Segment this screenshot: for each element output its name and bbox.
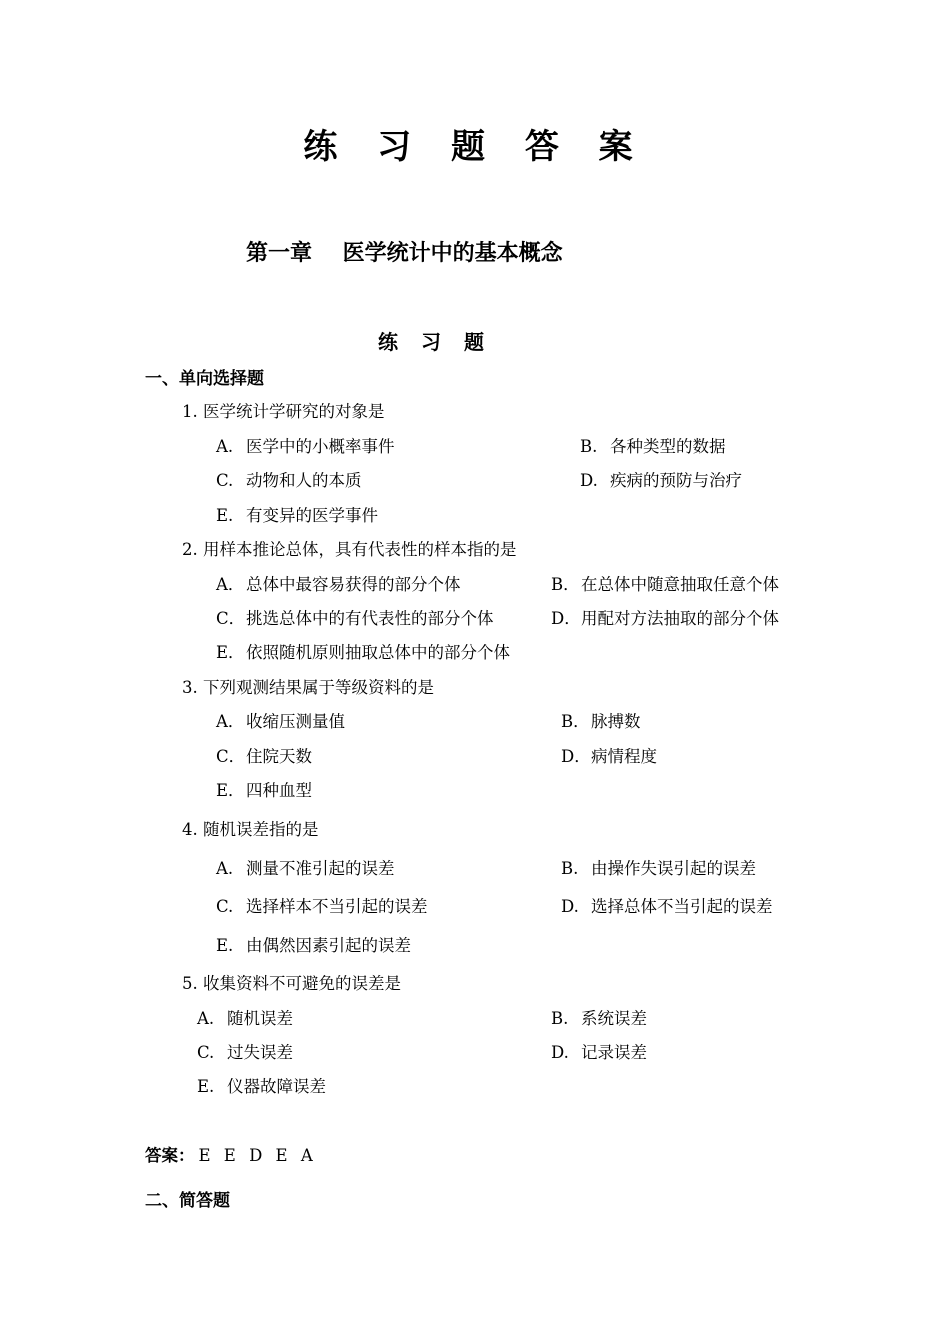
option-text: 测量不准引起的误差 [246,859,395,878]
option-b [551,1006,647,1032]
option-letter: E. [216,936,234,955]
option-letter: D. [580,471,598,490]
option-letter: C. [197,1043,215,1062]
option-text: 过失误差 [227,1043,293,1062]
question-stem: 2. 用样本推论总体，具有代表性的样本指的是 [182,540,517,559]
option-letter: E. [197,1077,215,1096]
option-text: 病情程度 [591,747,657,766]
option-b [580,434,726,460]
option-e [216,640,510,666]
option-letter: B． [551,575,580,594]
option-a [216,434,395,460]
option-letter: C． [216,609,246,628]
option-a [216,709,345,735]
question-stem: 3. 下列观测结果属于等级资料的是 [182,678,434,697]
part1-heading: 一、单向选择题 [145,369,264,389]
option-a [197,1006,293,1032]
chapter-title: 第一章 医学统计中的基本概念 [246,241,563,266]
option-text: 总体中最容易获得的部分个体 [246,575,461,594]
option-letter: E． [216,643,245,662]
option-text: 收缩压测量值 [246,712,345,731]
answer-line [145,1143,317,1169]
option-text: 脉搏数 [591,712,641,731]
option-a [216,572,461,598]
option-text: 用配对方法抽取的部分个体 [581,609,779,628]
option-text: 挑选总体中的有代表性的部分个体 [246,609,494,628]
option-letter: E. [216,506,234,525]
answer-values: E E D E A [198,1146,317,1165]
option-text: 由偶然因素引起的误差 [246,936,411,955]
option-letter: D. [561,897,579,916]
option-text: 各种类型的数据 [610,437,726,456]
option-text: 随机误差 [227,1009,293,1028]
option-text: 四种血型 [246,781,312,800]
question-stem: 4. 随机误差指的是 [182,820,319,839]
option-e [216,503,378,529]
option-text: 系统误差 [581,1009,647,1028]
option-d [551,1040,647,1066]
part2-heading: 二、简答题 [145,1191,230,1211]
option-d [561,894,773,920]
option-b [561,856,756,882]
option-text: 选择总体不当引起的误差 [591,897,773,916]
option-letter: D． [561,747,591,766]
option-text: 依照随机原则抽取总体中的部分个体 [246,643,510,662]
question-stem: 1. 医学统计学研究的对象是 [182,402,385,421]
option-text: 医学中的小概率事件 [246,437,395,456]
option-b [551,572,779,598]
option-text: 选择样本不当引起的误差 [246,897,428,916]
option-text: 仪器故障误差 [227,1077,326,1096]
option-text: 记录误差 [581,1043,647,1062]
option-letter: E． [216,781,245,800]
option-text: 有变异的医学事件 [246,506,378,525]
option-letter: A． [216,712,245,731]
option-b [561,709,641,735]
option-letter: A. [216,437,234,456]
option-c [216,606,494,632]
option-letter: B. [551,1009,569,1028]
answer-label: 答案： [145,1146,195,1165]
option-d [580,468,742,494]
option-letter: A. [216,859,234,878]
option-c [216,744,312,770]
option-c [216,468,362,494]
option-d [561,744,657,770]
option-text: 疾病的预防与治疗 [610,471,742,490]
option-letter: D. [551,1043,569,1062]
option-text: 动物和人的本质 [246,471,362,490]
option-letter: C. [216,897,234,916]
option-letter: B． [561,712,590,731]
section-title: 练 习 题 [378,330,492,354]
option-letter: D． [551,609,581,628]
option-c [197,1040,293,1066]
page-title: 练 习 题 答 案 [303,127,647,167]
option-e [197,1074,326,1100]
option-c [216,894,428,920]
question-stem: 5. 收集资料不可避免的误差是 [182,974,401,993]
option-text: 由操作失误引起的误差 [591,859,756,878]
option-letter: B. [580,437,598,456]
option-a [216,856,395,882]
option-e [216,778,312,804]
option-letter: C． [216,747,246,766]
option-letter: C. [216,471,234,490]
option-letter: A. [197,1009,215,1028]
option-text: 在总体中随意抽取任意个体 [581,575,779,594]
option-e [216,933,411,959]
option-d [551,606,779,632]
option-letter: A． [216,575,245,594]
option-text: 住院天数 [246,747,312,766]
option-letter: B. [561,859,579,878]
